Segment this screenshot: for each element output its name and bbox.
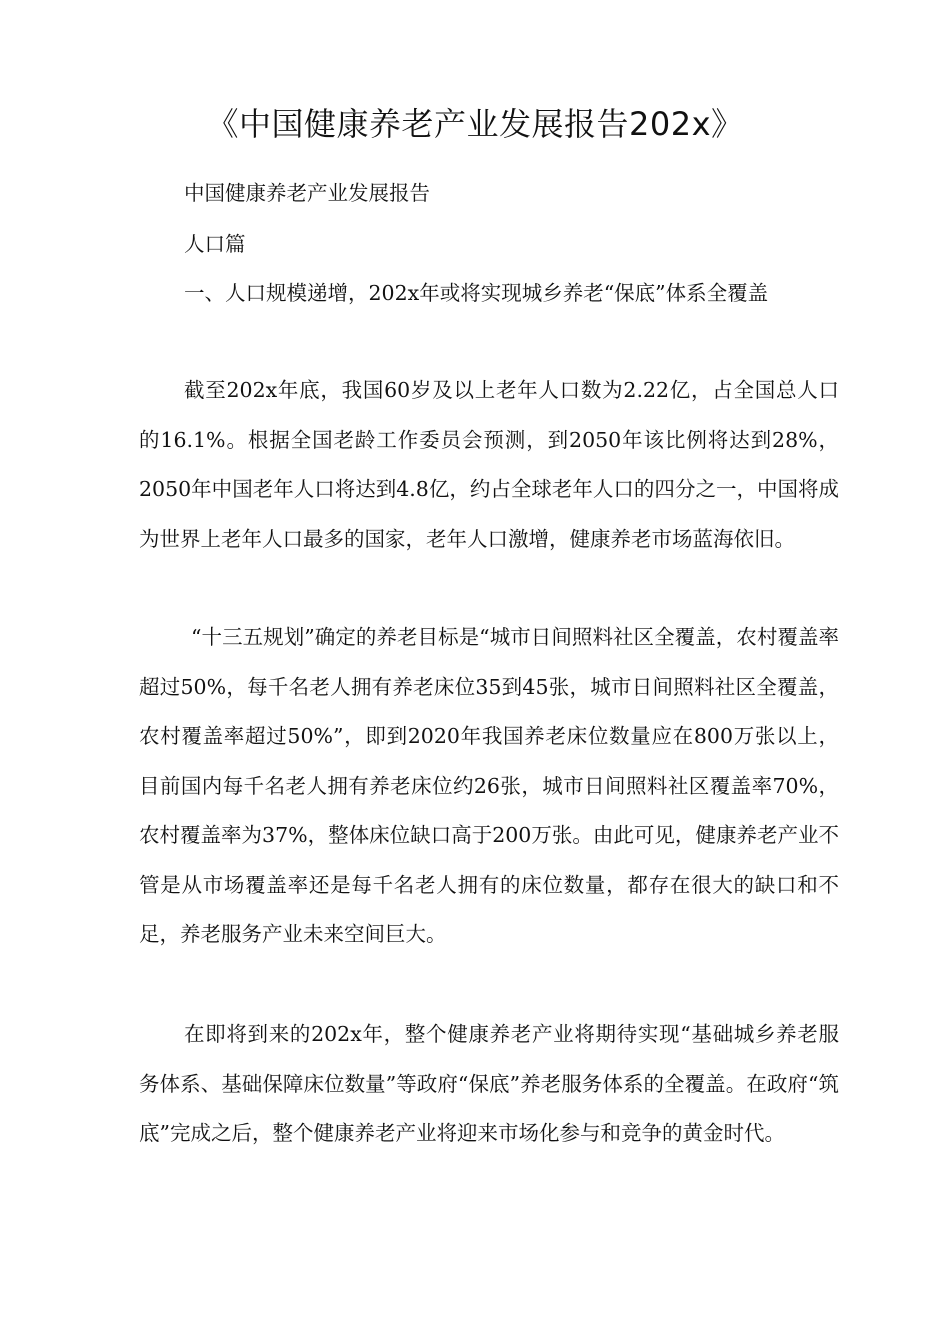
document-title: 《中国健康养老产业发展报告202x》 <box>206 105 744 143</box>
report-subtitle: 中国健康养老产业发展报告 <box>184 181 430 205</box>
body-paragraph: “十三五规划”确定的养老目标是“城市日间照料社区全覆盖，农村覆盖率超过50%，每千名老人拥有养老床位35到45张，城市日间照料社区全覆盖，农村覆盖率超过50%”，即到2020年我国养老床位数量应在800万张以上，目前国内每千名老人拥有养老床位约26张，城市日间照料社区覆盖率70%，农村覆盖率为37%，整体床位缺口高于200万张。由此可见，健康养老产业不管是从市场覆盖率还是每千名老人拥有的床位数量，都存在很大的缺口和不足，养老服务产业未来空间巨大。 <box>139 625 839 946</box>
subsection-heading: 一、人口规模递增，202x年或将实现城乡养老“保底”体系全覆盖 <box>184 281 769 305</box>
body-paragraph: 在即将到来的202x年，整个健康养老产业将期待实现“基础城乡养老服务体系、基础保障床位数量”等政府“保底”养老服务体系的全覆盖。在政府“筑底”完成之后，整个健康养老产业将迎来市场化参与和竞争的黄金时代。 <box>139 1022 839 1145</box>
body-paragraph: 截至202x年底，我国60岁及以上老年人口数为2.22亿，占全国总人口的16.1%。根据全国老龄工作委员会预测，到2050年该比例将达到28%，2050年中国老年人口将达到4.8亿，约占全球老年人口的四分之一，中国将成为世界上老年人口最多的国家，老年人口激增，健康养老市场蓝海依旧。 <box>139 378 839 551</box>
section-heading: 人口篇 <box>184 232 246 256</box>
